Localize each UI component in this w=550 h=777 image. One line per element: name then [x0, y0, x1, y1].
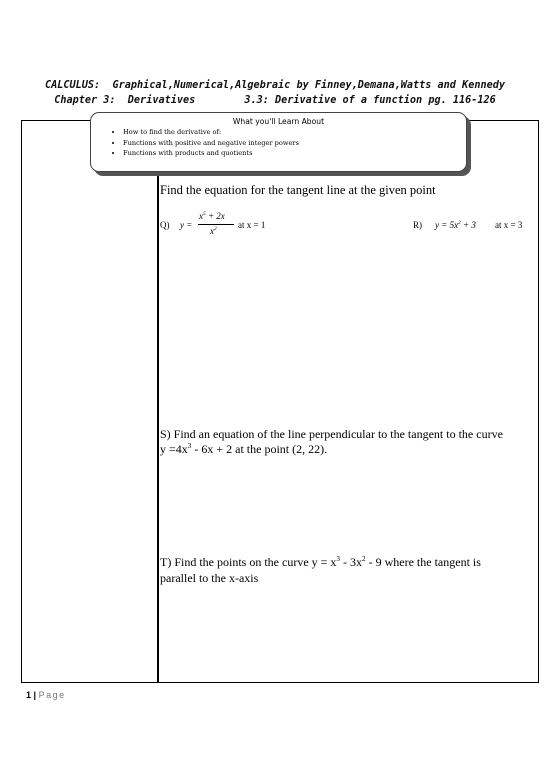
page-label: Page [38, 690, 66, 700]
question-s-line1: S) Find an equation of the line perpendicular to the tangent to the curve [160, 427, 503, 441]
worksheet-frame [21, 120, 539, 683]
callout-item: • Functions with positive and negative integer powers [123, 138, 299, 149]
question-r-equation [435, 220, 476, 230]
t-text-a: T) Find the points on the curve y = x [160, 555, 337, 569]
callout-list [111, 127, 299, 159]
t-text-c: - 9 where the tangent is [365, 555, 481, 569]
q-num-x: x [199, 211, 203, 221]
question-t-line1 [160, 555, 481, 570]
r-lhs: y = 5x [435, 220, 459, 230]
q-den-exp: 2 [214, 226, 217, 232]
instruction: Find the equation for the tangent line at the given point [160, 183, 436, 197]
question-r-point: at x = 3 [495, 220, 523, 230]
t-text-b: - 3x [340, 555, 363, 569]
header-title: CALCULUS: Graphical,Numerical,Algebraic by Finney,Demana,Watts and Kennedy [44, 80, 505, 91]
r-rest: + 3 [460, 220, 476, 230]
question-t-line2: parallel to the x-axis [160, 571, 259, 585]
question-q-numerator [199, 211, 225, 221]
r-exp: 2 [458, 220, 461, 226]
footer-separator: | [33, 690, 37, 700]
t-exp2: 2 [362, 555, 366, 563]
s-text-b: - 6x + 2 at the point (2, 22). [191, 442, 328, 456]
page-number: 1 [26, 690, 32, 700]
header-chapter: Chapter 3: Derivatives 3.3: Derivative of a function pg. 116-126 [54, 95, 496, 106]
s-text-a: y =4x [160, 442, 188, 456]
learn-about-callout [90, 112, 467, 172]
question-q-label: Q) [160, 220, 170, 230]
callout-item: • How to find the derivative of: [123, 127, 299, 138]
q-den-x: x [210, 226, 214, 236]
q-fraction-bar [198, 224, 234, 225]
question-q-lhs: y = [180, 220, 193, 230]
question-q-point: at x = 1 [238, 220, 266, 230]
callout-title: What you'll Learn About [232, 117, 325, 126]
question-s-line2 [160, 442, 327, 457]
page-footer [26, 690, 66, 700]
q-num-exp: 5 [203, 211, 206, 217]
s-exp: 3 [187, 442, 192, 450]
column-divider [157, 120, 159, 683]
q-num-rest: + 2x [205, 211, 225, 221]
callout-item: • Functions with products and quotients [123, 148, 299, 159]
question-q-denominator [210, 226, 217, 236]
t-exp1: 3 [336, 555, 341, 563]
question-r-label: R) [413, 220, 422, 230]
